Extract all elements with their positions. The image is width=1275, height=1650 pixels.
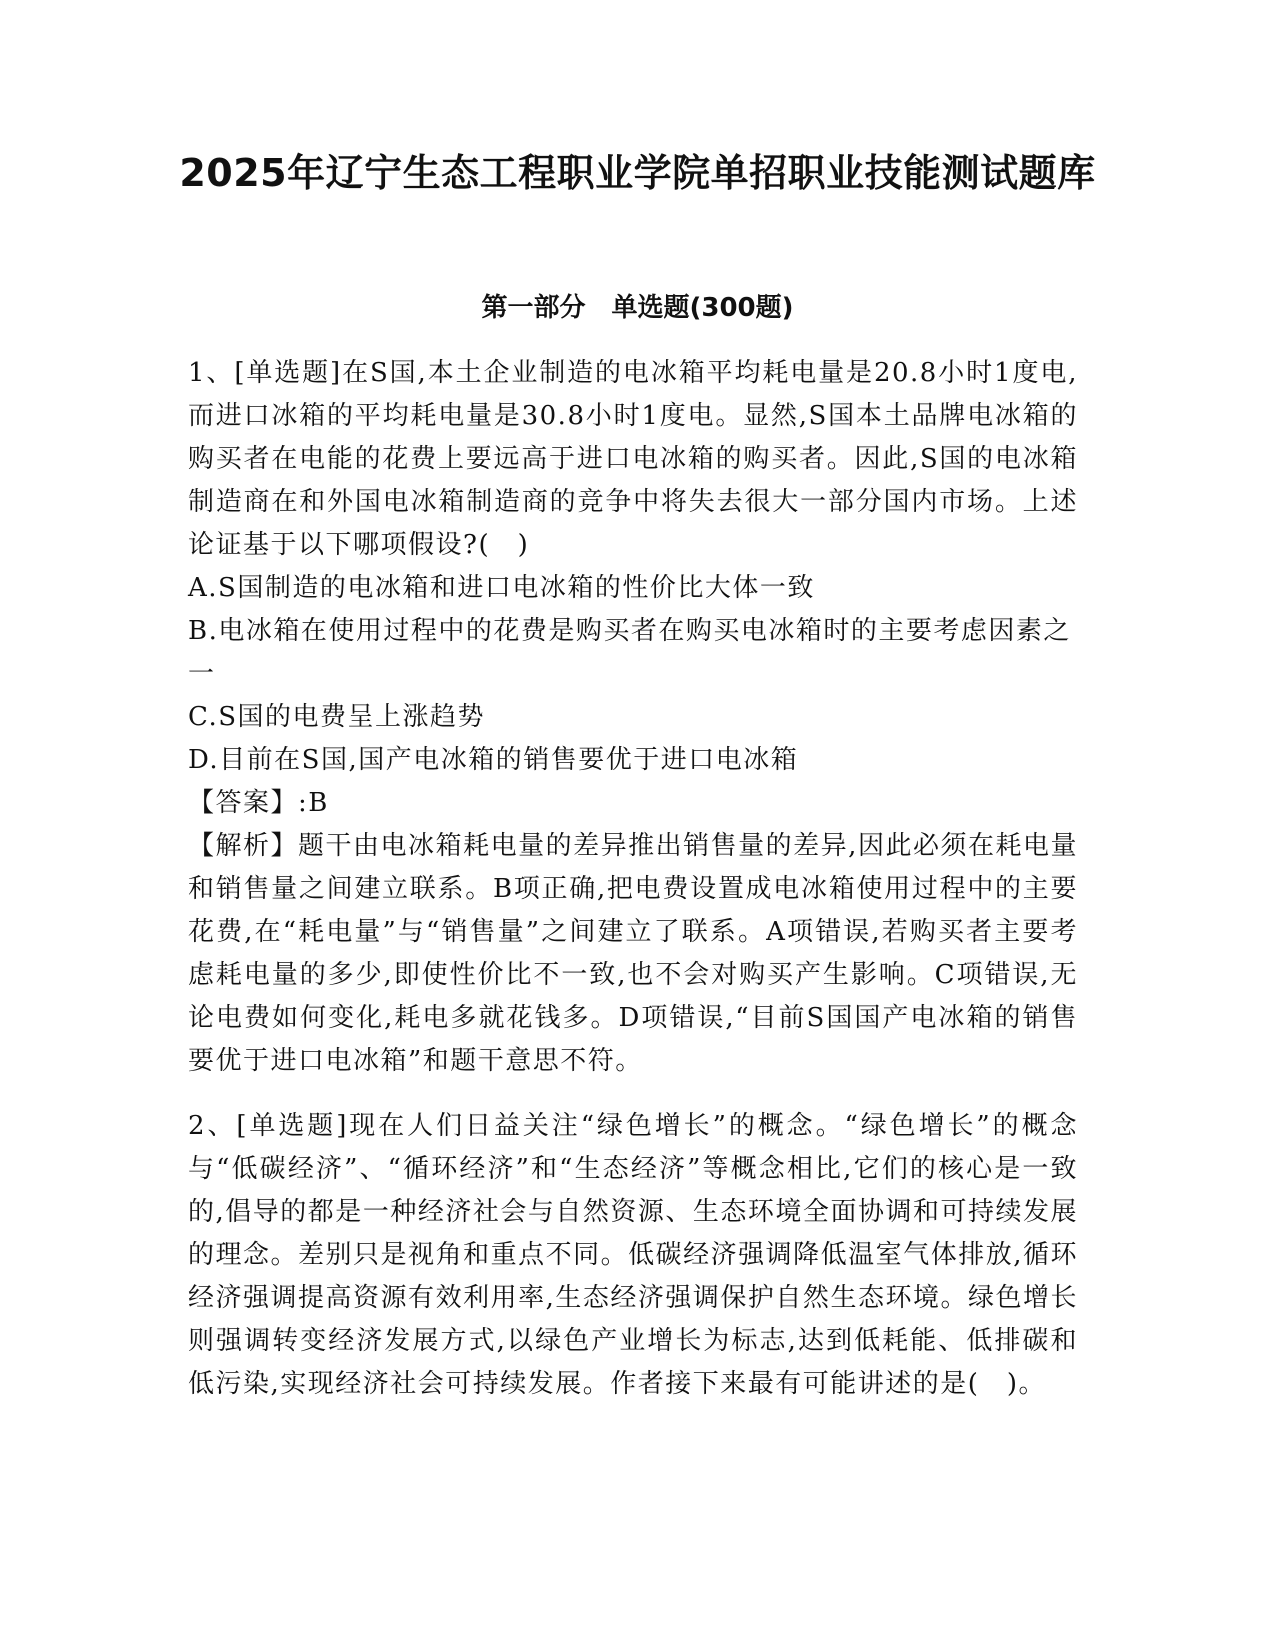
analysis-paragraph: 【解析】题干由电冰箱耗电量的差异推出销售量的差异,因此必须在耗电量和销售量之间建立联系。B项正确,把电费设置成电冰箱使用过程中的主要花费,在“耗电量”与“销售量”之间建立了联系。A项错误,若购买者主要考虑耗电量的多少,即使性价比不一致,也不会对购买产生影响。C项错误,无论电费如何变化,耗电多就花钱多。D项错误,“目前S国国产电冰箱的销售要优于进口电冰箱”和题干意思不符。: [188, 831, 1078, 1076]
option-d: D.目前在S国,国产电冰箱的销售要优于进口电冰箱: [188, 745, 799, 775]
document-body: [188, 352, 1078, 1406]
question-stem: 2、[单选题]现在人们日益关注“绿色增长”的概念。“绿色增长”的概念与“低碳经济”、“循环经济”和“生态经济”等概念相比,它们的核心是一致的,倡导的都是一种经济社会与自然资源、生态环境全面协调和可持续发展的理念。差别只是视角和重点不同。低碳经济强调降低温室气体排放,循环经济强调提高资源有效利用率,生态经济强调保护自然生态环境。绿色增长则强调转变经济发展方式,以绿色产业增长为标志,达到低耗能、低排碳和低污染,实现经济社会可持续发展。作者接下来最有可能讲述的是( )。: [188, 1111, 1078, 1399]
option-a: A.S国制造的电冰箱和进口电冰箱的性价比大体一致: [188, 573, 815, 603]
section-title: 第一部分 单选题(300题): [481, 293, 794, 323]
answer-line: 【答案】:B: [188, 788, 329, 818]
question-2: [188, 1105, 1078, 1406]
option-c: C.S国的电费呈上涨趋势: [188, 702, 486, 732]
question-1: [188, 352, 1078, 1083]
question-stem: 1、[单选题]在S国,本土企业制造的电冰箱平均耗电量是20.8小时1度电,而进口冰箱的平均耗电量是30.8小时1度电。显然,S国本土品牌电冰箱的购买者在电能的花费上要远高于进口电冰箱的购买者。因此,S国的电冰箱制造商在和外国电冰箱制造商的竞争中将失去很大一部分国内市场。上述论证基于以下哪项假设?( ): [188, 358, 1078, 560]
option-b: B.电冰箱在使用过程中的花费是购买者在购买电冰箱时的主要考虑因素之一: [188, 616, 1071, 689]
document-title: 2025年辽宁生态工程职业学院单招职业技能测试题库: [179, 151, 1096, 195]
